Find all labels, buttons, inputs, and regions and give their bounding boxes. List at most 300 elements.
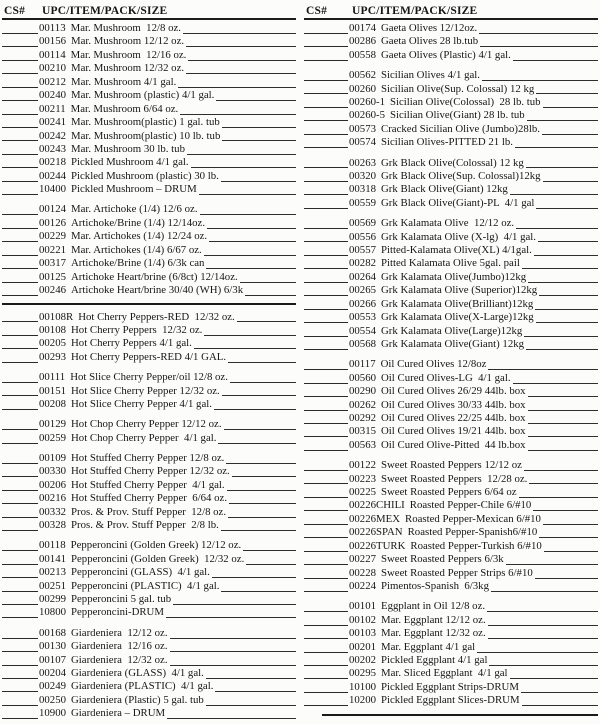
fill-in-line: [216, 89, 296, 101]
upc-code: 00293: [39, 350, 66, 363]
cs-entry-blank-line: [2, 49, 38, 61]
upc-code: 00262: [349, 398, 376, 411]
fill-in-line: [506, 553, 598, 565]
item-description: Roasted Pepper-Turkish 6/#10: [410, 539, 542, 552]
upc-code: 00210: [39, 62, 66, 75]
fill-in-line: [230, 371, 296, 383]
cs-entry-blank-line: [304, 412, 348, 424]
cs-entry-blank-line: [304, 231, 348, 243]
item-description: Pepperoncini-DRUM: [71, 606, 164, 619]
upc-code: 00282: [349, 257, 376, 270]
upc-code: 00108R: [39, 310, 74, 323]
order-row: [2, 506, 296, 519]
fill-in-line: [528, 271, 598, 283]
item-description: Oil Cured Olives-LG 4/1 gal.: [381, 371, 511, 384]
cs-entry-blank-line: [304, 284, 348, 296]
order-row: [2, 271, 296, 284]
item-description: Hot Cherry Peppers-RED 12/32 oz.: [78, 310, 235, 323]
order-row: [304, 311, 598, 324]
item-description: Grk Black Olive(Giant)-PL 4/1 gal: [381, 196, 535, 209]
cs-entry-blank-line: [2, 35, 38, 47]
item-description: Artichoke/Brine (1/4) 12/14oz.: [71, 216, 206, 229]
section-gap: [304, 593, 598, 600]
upc-code: 00249: [39, 680, 66, 693]
item-description: Roasted Pepper-Spanish6/#10: [407, 526, 538, 539]
item-description: Mar. Mushroom 12/12 oz.: [71, 35, 185, 48]
cs-entry-blank-line: [2, 22, 38, 34]
item-description: Sweet Roasted Peppers 12/12 oz: [381, 459, 522, 472]
fill-in-line: [510, 183, 598, 195]
item-description: Mar. Mushroom 30 lb. tub: [71, 142, 185, 155]
order-row: [2, 284, 296, 297]
upc-code: 00226TURK: [349, 539, 406, 552]
order-row: [304, 459, 598, 472]
fill-in-line: [535, 567, 598, 579]
cs-entry-blank-line: [2, 116, 38, 128]
cs-entry-blank-line: [304, 439, 348, 451]
cs-entry-blank-line: [304, 22, 348, 34]
order-row: [2, 680, 296, 693]
fill-in-line: [529, 473, 598, 485]
item-description: Mar. Artichoke (1/4) 12/6 oz.: [71, 203, 198, 216]
cs-entry-blank-line: [2, 103, 38, 115]
order-row: [2, 156, 296, 169]
fill-in-line: [204, 244, 296, 256]
item-description: Mar. Mushroom 12/8 oz.: [70, 22, 181, 34]
cs-entry-blank-line: [2, 371, 38, 383]
cs-entry-blank-line: [2, 465, 38, 477]
item-description: Sicilian Olive(Colossal) 28 lb. tub: [390, 95, 541, 108]
order-row: [304, 694, 598, 707]
upc-code: 00573: [349, 122, 376, 135]
fill-in-line: [229, 492, 296, 504]
item-description: Pitted-Kalamata Olive(XL) 4/1gal.: [381, 243, 532, 256]
order-row: [2, 351, 296, 364]
order-row: [304, 231, 598, 244]
fill-in-line: [222, 116, 296, 128]
cs-entry-blank-line: [304, 473, 348, 485]
order-row: [2, 257, 296, 270]
order-row: [304, 580, 598, 593]
order-row: [304, 540, 598, 553]
item-description: Hot Cherry Peppers 12/32 oz.: [71, 323, 203, 336]
order-row: [2, 103, 296, 116]
upc-code: 00557: [349, 243, 376, 256]
order-row: [304, 49, 598, 62]
upc-code: 00318: [349, 183, 376, 196]
fill-in-line: [477, 641, 598, 653]
cs-entry-blank-line: [304, 257, 348, 269]
cs-entry-blank-line: [304, 123, 348, 135]
upc-code: 00265: [349, 284, 376, 297]
item-description: Oil Cured Olives 12/8oz: [380, 358, 487, 371]
upc-code: 00111: [39, 371, 66, 384]
order-row: [2, 49, 296, 62]
upc-code: 00204: [39, 667, 66, 680]
item-description: Oil Cured Olives 26/29 44lb. box: [381, 385, 526, 398]
item-description: Hot Cherry Peppers-RED 4/1 GAL.: [71, 350, 227, 363]
item-description: Mar. Eggplant 4/1 gal: [381, 640, 476, 653]
cs-entry-blank-line: [304, 69, 348, 81]
item-description: Hot Chop Cherry Pepper 4/1 gal.: [71, 431, 217, 444]
cs-entry-blank-line: [2, 452, 38, 464]
item-description: Hot Slice Cherry Pepper/oil 12/8 oz.: [70, 371, 228, 384]
item-description: Oil Cured Olives 30/33 44lb. box: [381, 398, 526, 411]
order-row: [2, 398, 296, 411]
fill-in-line: [237, 311, 296, 323]
upc-code: 00213: [39, 566, 66, 579]
cs-entry-blank-line: [2, 244, 38, 256]
fill-in-line: [539, 526, 598, 538]
fill-in-line: [528, 412, 598, 424]
upc-code: 00242: [39, 129, 66, 142]
order-row: [2, 311, 296, 324]
cs-entry-blank-line: [2, 432, 38, 444]
header-upc-label: UPC/ITEM/PACK/SIZE: [352, 5, 478, 17]
upc-code: 00556: [349, 230, 376, 243]
order-row: [304, 412, 598, 425]
cs-entry-blank-line: [2, 539, 38, 551]
fill-in-line: [528, 385, 598, 397]
order-row: [304, 641, 598, 654]
item-description: Pimentos-Spanish 6/3kg: [381, 580, 489, 593]
item-description: Pepperoncini (Golden Greek) 12/12 oz.: [70, 539, 242, 552]
cs-entry-blank-line: [304, 694, 348, 706]
order-row: [304, 69, 598, 82]
order-row: [304, 35, 598, 48]
cs-entry-blank-line: [304, 372, 348, 384]
cs-entry-blank-line: [2, 553, 38, 565]
upc-code: 00264: [349, 270, 376, 283]
upc-code: 00212: [39, 75, 66, 88]
order-row: [304, 667, 598, 680]
upc-code: 00103: [349, 627, 376, 640]
item-description: Mar. Mushroom 12/16 oz.: [70, 48, 187, 61]
order-row: [304, 425, 598, 438]
fill-in-line: [544, 540, 598, 552]
item-description: Mar. Artichokes (1/4) 12/24 oz.: [71, 230, 208, 243]
fill-in-line: [535, 298, 598, 310]
order-row: [304, 358, 598, 371]
cs-entry-blank-line: [2, 398, 38, 410]
column-left-header: [2, 3, 296, 20]
fill-in-line: [173, 593, 296, 605]
upc-code: 00259: [39, 431, 66, 444]
fill-in-line: [183, 22, 296, 34]
item-description: Hot Slice Cherry Pepper 12/32 oz.: [71, 384, 220, 397]
cs-entry-blank-line: [304, 183, 348, 195]
fill-in-line: [232, 465, 296, 477]
upc-code: 00244: [39, 169, 66, 182]
order-row: [2, 217, 296, 230]
cs-entry-blank-line: [2, 479, 38, 491]
upc-code: 00108: [39, 323, 66, 336]
upc-code: 00260-5: [349, 109, 385, 122]
item-description: Grk Kalamata Olive(Brilliant)12kg: [381, 297, 534, 310]
order-row: [2, 640, 296, 653]
item-description: Pickled Mushroom – DRUM: [71, 183, 197, 196]
cs-entry-blank-line: [304, 244, 348, 256]
upc-code: 00221: [39, 243, 66, 256]
order-row: [304, 284, 598, 297]
item-description: Pickled Eggplant Strips-DRUM: [381, 680, 519, 693]
order-row: [2, 324, 296, 337]
fill-in-line: [491, 580, 598, 592]
order-row: [304, 325, 598, 338]
item-description: Pepperoncini 5 gal. tub: [71, 593, 172, 606]
item-description: Pickled Eggplant Slices-DRUM: [381, 694, 520, 707]
item-description: Grk Black Olive(Colossal) 12 kg: [381, 156, 524, 169]
cs-entry-blank-line: [2, 506, 38, 518]
item-description: Giardeniera (GLASS) 4/1 gal.: [71, 667, 204, 680]
upc-code: 00126: [39, 216, 66, 229]
order-row: [2, 116, 296, 129]
cs-entry-blank-line: [304, 170, 348, 182]
cs-entry-blank-line: [2, 640, 38, 652]
order-row: [2, 580, 296, 593]
upc-code: 00117: [349, 358, 376, 371]
cs-entry-blank-line: [304, 681, 348, 693]
upc-code: 00226MEX: [349, 512, 400, 525]
fill-in-line: [513, 49, 598, 61]
item-description: Giardeniera 12/12 oz.: [71, 626, 168, 639]
fill-in-line: [528, 425, 598, 437]
upc-code: 00260: [349, 82, 376, 95]
cs-entry-blank-line: [2, 130, 38, 142]
fill-in-line: [536, 197, 598, 209]
upc-code: 00156: [39, 35, 66, 48]
upc-code: 00569: [349, 217, 376, 230]
cs-entry-blank-line: [304, 614, 348, 626]
cs-entry-blank-line: [2, 418, 38, 430]
fill-in-line: [524, 459, 598, 471]
section-gap: [304, 210, 598, 217]
cs-entry-blank-line: [304, 567, 348, 579]
cs-entry-blank-line: [2, 593, 38, 605]
cs-entry-blank-line: [2, 654, 38, 666]
section-gap: [2, 620, 296, 627]
upc-code: 00151: [39, 384, 66, 397]
fill-in-line: [534, 244, 598, 256]
upc-code: 00129: [39, 418, 66, 431]
order-row: [2, 492, 296, 505]
order-row: [2, 707, 296, 720]
upc-code: 00211: [39, 102, 66, 115]
order-row: [2, 371, 296, 384]
cs-entry-blank-line: [304, 580, 348, 592]
upc-code: 00560: [349, 371, 376, 384]
item-description: Hot Stuffed Cherry Pepper 12/8 oz.: [71, 451, 225, 464]
upc-code: 00554: [349, 324, 376, 337]
item-description: Sicilian Olive(Giant) 28 lb. tub: [390, 109, 525, 122]
cs-entry-blank-line: [304, 338, 348, 350]
cs-entry-blank-line: [304, 540, 348, 552]
fill-in-line: [170, 627, 296, 639]
order-row: [2, 627, 296, 640]
item-description: Sicilian Olives-PITTED 21 lb.: [381, 136, 513, 149]
cs-entry-blank-line: [304, 217, 348, 229]
section-gap: [2, 197, 296, 204]
section-gap: [304, 150, 598, 157]
upc-code: 00251: [39, 579, 66, 592]
fill-in-line: [533, 499, 598, 511]
order-row: [304, 96, 598, 109]
order-row: [304, 298, 598, 311]
order-row: [304, 486, 598, 499]
order-row: [304, 385, 598, 398]
item-description: Gaeta Olives 12/12oz.: [381, 22, 478, 34]
rows-right: [304, 20, 598, 721]
fill-in-line: [243, 539, 296, 551]
cs-entry-blank-line: [2, 707, 38, 719]
fill-in-line: [516, 217, 598, 229]
fill-in-line: [536, 83, 598, 95]
upc-code: 00109: [39, 451, 66, 464]
fill-in-line: [166, 606, 296, 618]
item-description: Artichoke Heart/brine (6/8ct) 12/14oz.: [71, 270, 238, 283]
fill-in-line: [521, 681, 598, 693]
fill-in-line: [178, 76, 296, 88]
upc-code: 00563: [349, 438, 376, 451]
cs-entry-blank-line: [2, 271, 38, 283]
item-description: Mar. Eggplant 12/32 oz.: [381, 627, 486, 640]
upc-code: 00559: [349, 196, 376, 209]
upc-code: 00246: [39, 284, 66, 297]
order-row: [2, 337, 296, 350]
cs-entry-blank-line: [2, 519, 38, 531]
cs-entry-blank-line: [2, 492, 38, 504]
fill-in-line: [543, 170, 598, 182]
item-description: Hot Slice Cherry Pepper 4/1 gal.: [71, 397, 212, 410]
section-divider-rule: [2, 298, 296, 311]
section-gap: [2, 364, 296, 371]
upc-code: 00223: [349, 472, 376, 485]
upc-code: 00227: [349, 553, 376, 566]
upc-code: 00263: [349, 156, 376, 169]
cs-entry-blank-line: [2, 606, 38, 618]
order-row: [2, 694, 296, 707]
item-description: Grk Kalamata Olive(Large)12kg: [381, 324, 523, 337]
fill-in-line: [515, 136, 598, 148]
fill-in-line: [224, 418, 296, 430]
cs-entry-blank-line: [2, 156, 38, 168]
section-divider-rule: [304, 708, 598, 721]
item-description: Pepperoncini (Golden Greek) 12/32 oz.: [71, 552, 245, 565]
fill-in-line: [187, 143, 296, 155]
fill-in-line: [204, 324, 296, 336]
section-gap: [304, 62, 598, 69]
fill-in-line: [214, 398, 296, 410]
cs-entry-blank-line: [2, 680, 38, 692]
cs-entry-blank-line: [2, 76, 38, 88]
order-row: [304, 83, 598, 96]
cs-entry-blank-line: [304, 271, 348, 283]
fill-in-line: [542, 123, 598, 135]
item-description: Hot Chop Cherry Pepper 12/12 oz.: [71, 418, 222, 431]
fill-in-line: [528, 399, 598, 411]
order-row: [304, 614, 598, 627]
item-description: Roasted Pepper-Mexican 6/#10: [405, 512, 541, 525]
cs-entry-blank-line: [304, 641, 348, 653]
column-left: [2, 3, 296, 724]
order-row: [2, 452, 296, 465]
item-description: Roasted Pepper-Chile 6/#10: [409, 499, 532, 512]
fill-in-line: [246, 553, 296, 565]
fill-in-line: [543, 96, 598, 108]
cs-entry-blank-line: [2, 203, 38, 215]
order-row: [2, 76, 296, 89]
cs-entry-blank-line: [304, 600, 348, 612]
cs-entry-blank-line: [304, 157, 348, 169]
upc-code: 00299: [39, 593, 66, 606]
item-description: Grk Kalamata Olive (X-lg) 4/1 gal.: [381, 230, 537, 243]
fill-in-line: [222, 130, 296, 142]
order-row: [304, 499, 598, 512]
cs-entry-blank-line: [304, 486, 348, 498]
upc-code: 00125: [39, 270, 66, 283]
upc-code: 00107: [39, 653, 66, 666]
cs-entry-blank-line: [2, 566, 38, 578]
upc-code: 00317: [39, 257, 66, 270]
cs-entry-blank-line: [304, 526, 348, 538]
upc-code: 00124: [39, 203, 66, 216]
item-description: Grk Kalamata Olive(X-Large)12kg: [381, 311, 534, 324]
order-row: [2, 143, 296, 156]
item-description: Pepperoncini (GLASS) 4/1 gal.: [71, 566, 210, 579]
item-description: Grk Kalamata Olive 12/12 oz.: [381, 217, 515, 230]
upc-code: 00290: [349, 385, 376, 398]
order-row: [304, 513, 598, 526]
section-gap: [2, 411, 296, 418]
upc-code: 00330: [39, 465, 66, 478]
item-description: Sweet Roasted Peppers 12/28 oz.: [381, 472, 528, 485]
fill-in-line: [526, 157, 598, 169]
upc-code: 00122: [349, 459, 376, 472]
header-upc-label: UPC/ITEM/PACK/SIZE: [42, 5, 168, 17]
item-description: Hot Stuffed Cherry Pepper 4/1 gal.: [71, 478, 225, 491]
order-row: [304, 183, 598, 196]
fill-in-line: [519, 486, 598, 498]
order-row: [304, 244, 598, 257]
order-row: [2, 130, 296, 143]
cs-entry-blank-line: [304, 553, 348, 565]
item-description: Giardeniera 12/16 oz.: [71, 640, 168, 653]
section-gap: [304, 452, 598, 459]
order-row: [2, 183, 296, 196]
order-row: [304, 257, 598, 270]
cs-entry-blank-line: [304, 311, 348, 323]
item-description: Mar. Eggplant 12/12 oz.: [381, 613, 486, 626]
item-description: Mar. Mushroom(plastic) 1 gal. tub: [71, 116, 220, 129]
cs-entry-blank-line: [304, 499, 348, 511]
item-description: Pickled Eggplant 4/1 gal: [381, 654, 488, 667]
upc-code: 00260-1: [349, 95, 385, 108]
cs-entry-blank-line: [304, 425, 348, 437]
item-description: Pepperoncini (PLASTIC) 4/1 gal.: [71, 579, 220, 592]
upc-code: 00226SPAN: [349, 526, 403, 539]
order-row: [2, 170, 296, 183]
item-description: Oil Cured Olives 22/25 44lb. box: [381, 412, 526, 424]
fill-in-line: [227, 479, 296, 491]
item-description: Mar. Mushroom(plastic) 10 lb. tub: [71, 129, 221, 142]
fill-in-line: [200, 203, 296, 215]
upc-code: 00218: [39, 156, 66, 169]
cs-entry-blank-line: [304, 197, 348, 209]
fill-in-line: [170, 640, 296, 652]
item-description: Cracked Sicilian Olive (Jumbo)28lb.: [381, 122, 540, 135]
order-row: [304, 338, 598, 351]
upc-code: 00328: [39, 519, 66, 532]
